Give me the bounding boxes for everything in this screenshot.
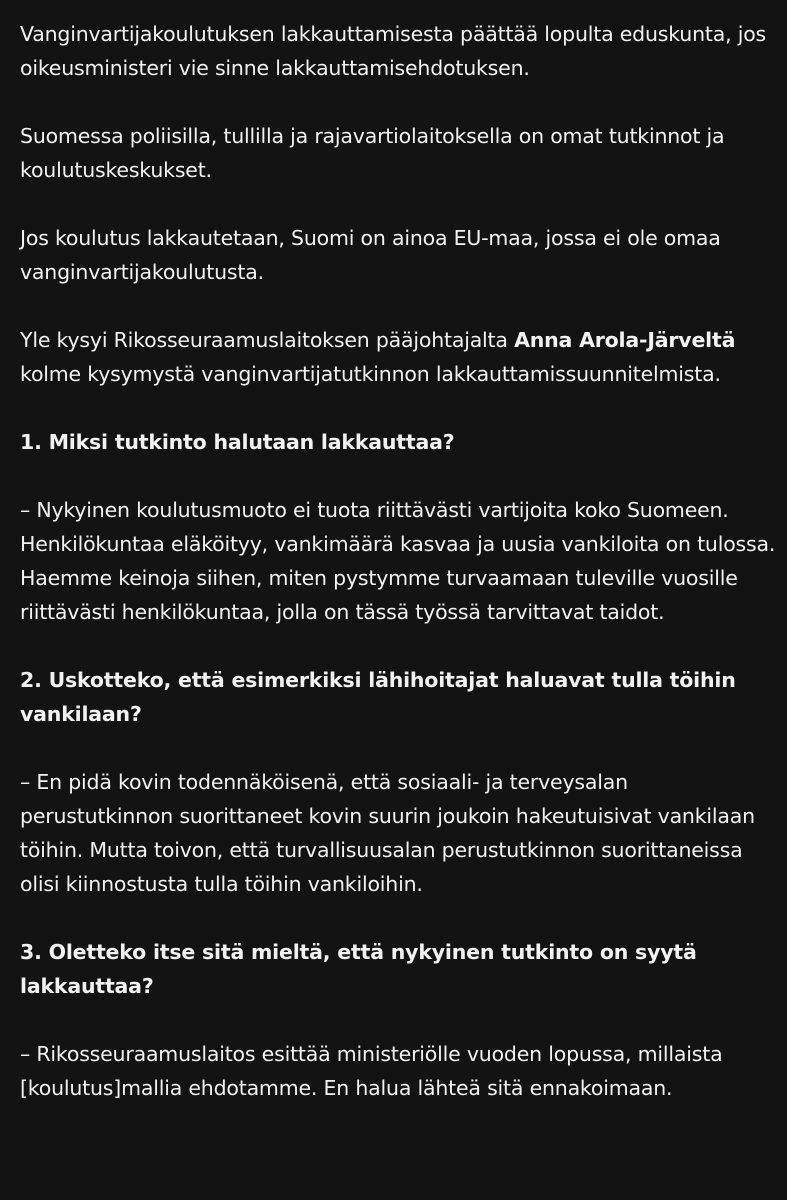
answer-2: – En pidä kovin todennäköisenä, että sosiaali- ja terveysalan perustutkinnon suorittaneet kovin suurin joukoin hakeutuisivat vankilaan töihin. Mutta toivon, että turvallisuusalan perustutkinnon suorittaneissa olisi kiinnostusta tulla töihin vankiloihin. xyxy=(20,770,755,896)
paragraph-eu-note: Jos koulutus lakkautetaan, Suomi on ainoa EU-maa, jossa ei ole omaa vanginvartijakoulutusta. xyxy=(20,226,721,284)
question-1-heading: 1. Miksi tutkinto halutaan lakkauttaa? xyxy=(20,430,455,454)
answer-3: – Rikosseuraamuslaitos esittää ministeriölle vuoden lopussa, millaista [koulutus]mallia ehdotamme. En halua lähteä sitä ennakoimaan. xyxy=(20,1042,723,1100)
paragraph-interview-intro xyxy=(20,323,778,391)
interview-intro-text: Yle kysyi Rikosseuraamuslaitoksen pääjohtajalta xyxy=(20,328,515,352)
question-2-heading: 2. Uskotteko, että esimerkiksi lähihoitajat haluavat tulla töihin vankilaan? xyxy=(20,668,736,726)
answer-1: – Nykyinen koulutusmuoto ei tuota riittävästi vartijoita koko Suomeen. Henkilökuntaa eläköityy, vankimäärä kasvaa ja uusia vankiloita on tulossa. Haemme keinoja siihen, miten pystymme turvaamaan tuleville vuosille riittävästi henkilökuntaa, jolla on tässä työssä tarvittavat taidot. xyxy=(20,498,776,624)
article-body xyxy=(20,17,778,1105)
question-3-heading: 3. Oletteko itse sitä mieltä, että nykyinen tutkinto on syytä lakkauttaa? xyxy=(20,940,697,998)
paragraph-comparison: Suomessa poliisilla, tullilla ja rajavartiolaitoksella on omat tutkinnot ja koulutuskeskukset. xyxy=(20,124,725,182)
interviewee-name: Anna Arola-Järveltä xyxy=(514,328,736,352)
paragraph-intro: Vanginvartijakoulutuksen lakkauttamisesta päättää lopulta eduskunta, jos oikeusministeri vie sinne lakkauttamisehdotuksen. xyxy=(20,22,767,80)
interview-intro-text-end: kolme kysymystä vanginvartijatutkinnon lakkauttamissuunnitelmista. xyxy=(20,362,721,386)
